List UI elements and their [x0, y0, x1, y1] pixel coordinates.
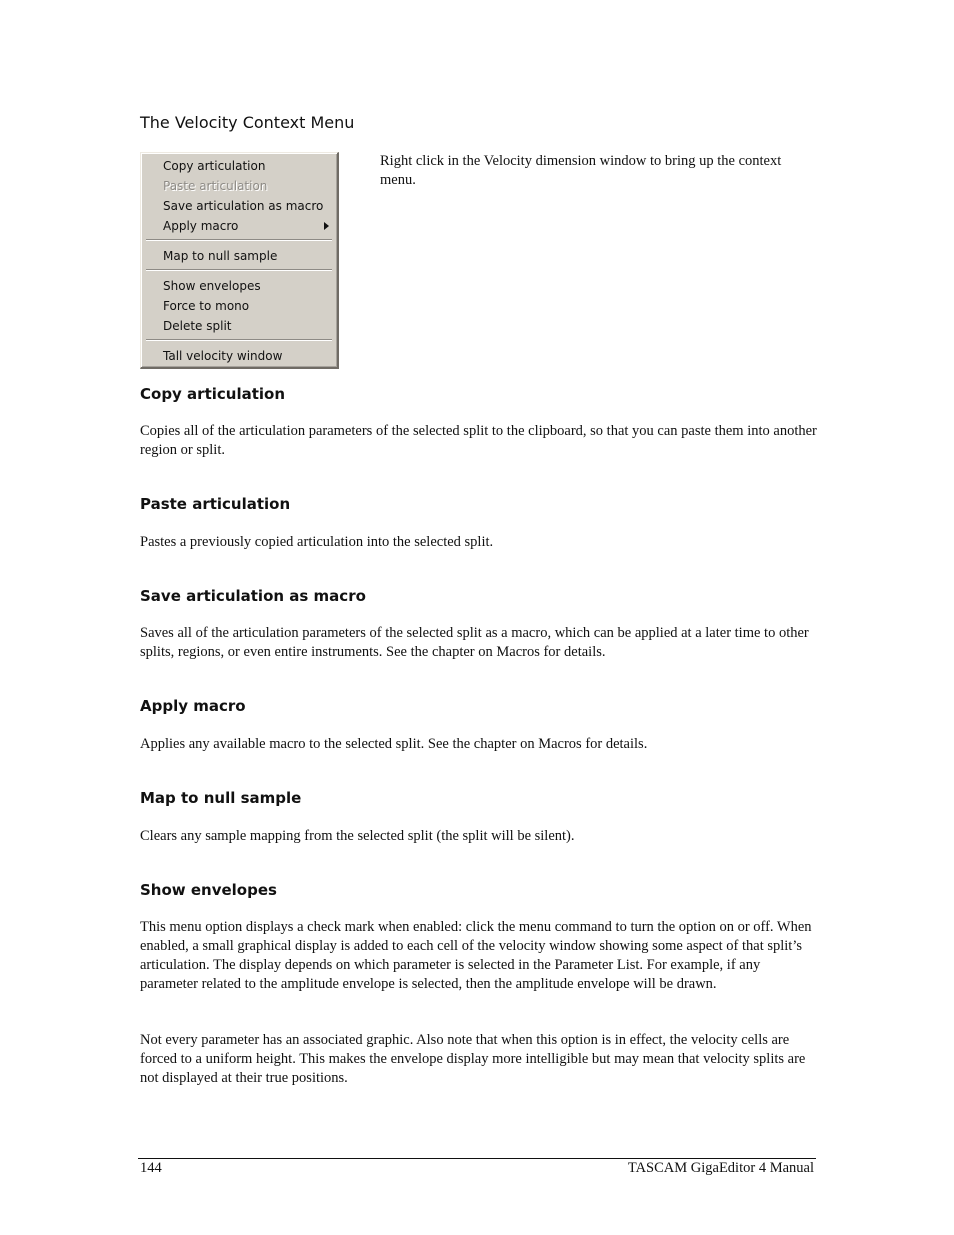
menu-item-force-to-mono[interactable]: Force to mono: [163, 299, 250, 313]
menu-item-paste-articulation: Paste articulation: [163, 179, 268, 193]
section-title: The Velocity Context Menu: [140, 113, 355, 132]
body-save-articulation-as-macro: Saves all of the articulation parameters of the selected split as a macro, which can be applied at a later time to other splits, regions, or even entire instruments. See the chapter on Macros for details.: [140, 625, 809, 660]
heading-show-envelopes: Show envelopes: [140, 881, 277, 899]
heading-paste-articulation: Paste articulation: [140, 495, 291, 513]
body-apply-macro: Applies any available macro to the selected split. See the chapter on Macros for details.: [140, 736, 648, 752]
manual-title: TASCAM GigaEditor 4 Manual: [627, 1160, 814, 1176]
menu-item-delete-split[interactable]: Delete split: [163, 319, 232, 333]
heading-apply-macro: Apply macro: [140, 697, 246, 715]
menu-item-tall-velocity-window[interactable]: Tall velocity window: [163, 349, 283, 363]
body-show-envelopes-2: Not every parameter has an associated graphic. Also note that when this option is in effect, the velocity cells are forced to a uniform height. This makes the envelope display more intelligible but may mean that velocity splits are not displayed at their true positions.: [140, 1032, 806, 1086]
body-copy-articulation: Copies all of the articulation parameters of the selected split to the clipboard, so that you can paste them into another region or split.: [140, 423, 817, 458]
intro-paragraph: Right click in the Velocity dimension window to bring up the context menu.: [380, 153, 782, 188]
heading-copy-articulation: Copy articulation: [140, 385, 286, 403]
menu-separator: [146, 239, 332, 241]
menu-separator: [146, 269, 332, 271]
footer-rule: [138, 1158, 816, 1159]
velocity-context-menu: [140, 152, 339, 369]
heading-save-articulation-as-macro: Save articulation as macro: [140, 587, 366, 605]
body-show-envelopes-1: This menu option displays a check mark when enabled: click the menu command to turn the option on or off. When enabled, a small graphical display is added to each cell of the velocity window showing some aspect of that split’s articulation. The display depends on which parameter is selected in the Parameter List. For example, if any parameter related to the amplitude envelope is selected, then the amplitude envelope will be drawn.: [140, 919, 812, 992]
menu-item-save-articulation-as-macro[interactable]: Save articulation as macro: [163, 199, 324, 213]
menu-item-show-envelopes[interactable]: Show envelopes: [163, 279, 261, 293]
body-paste-articulation: Pastes a previously copied articulation into the selected split.: [140, 534, 494, 550]
menu-item-copy-articulation[interactable]: Copy articulation: [163, 159, 266, 173]
body-map-to-null-sample: Clears any sample mapping from the selected split (the split will be silent).: [140, 828, 575, 844]
submenu-arrow-icon: [324, 222, 329, 230]
heading-map-to-null-sample: Map to null sample: [140, 789, 302, 807]
menu-item-map-to-null-sample[interactable]: Map to null sample: [163, 249, 278, 263]
menu-separator: [146, 339, 332, 341]
menu-item-apply-macro[interactable]: Apply macro: [163, 219, 239, 233]
page-number: 144: [140, 1160, 162, 1176]
